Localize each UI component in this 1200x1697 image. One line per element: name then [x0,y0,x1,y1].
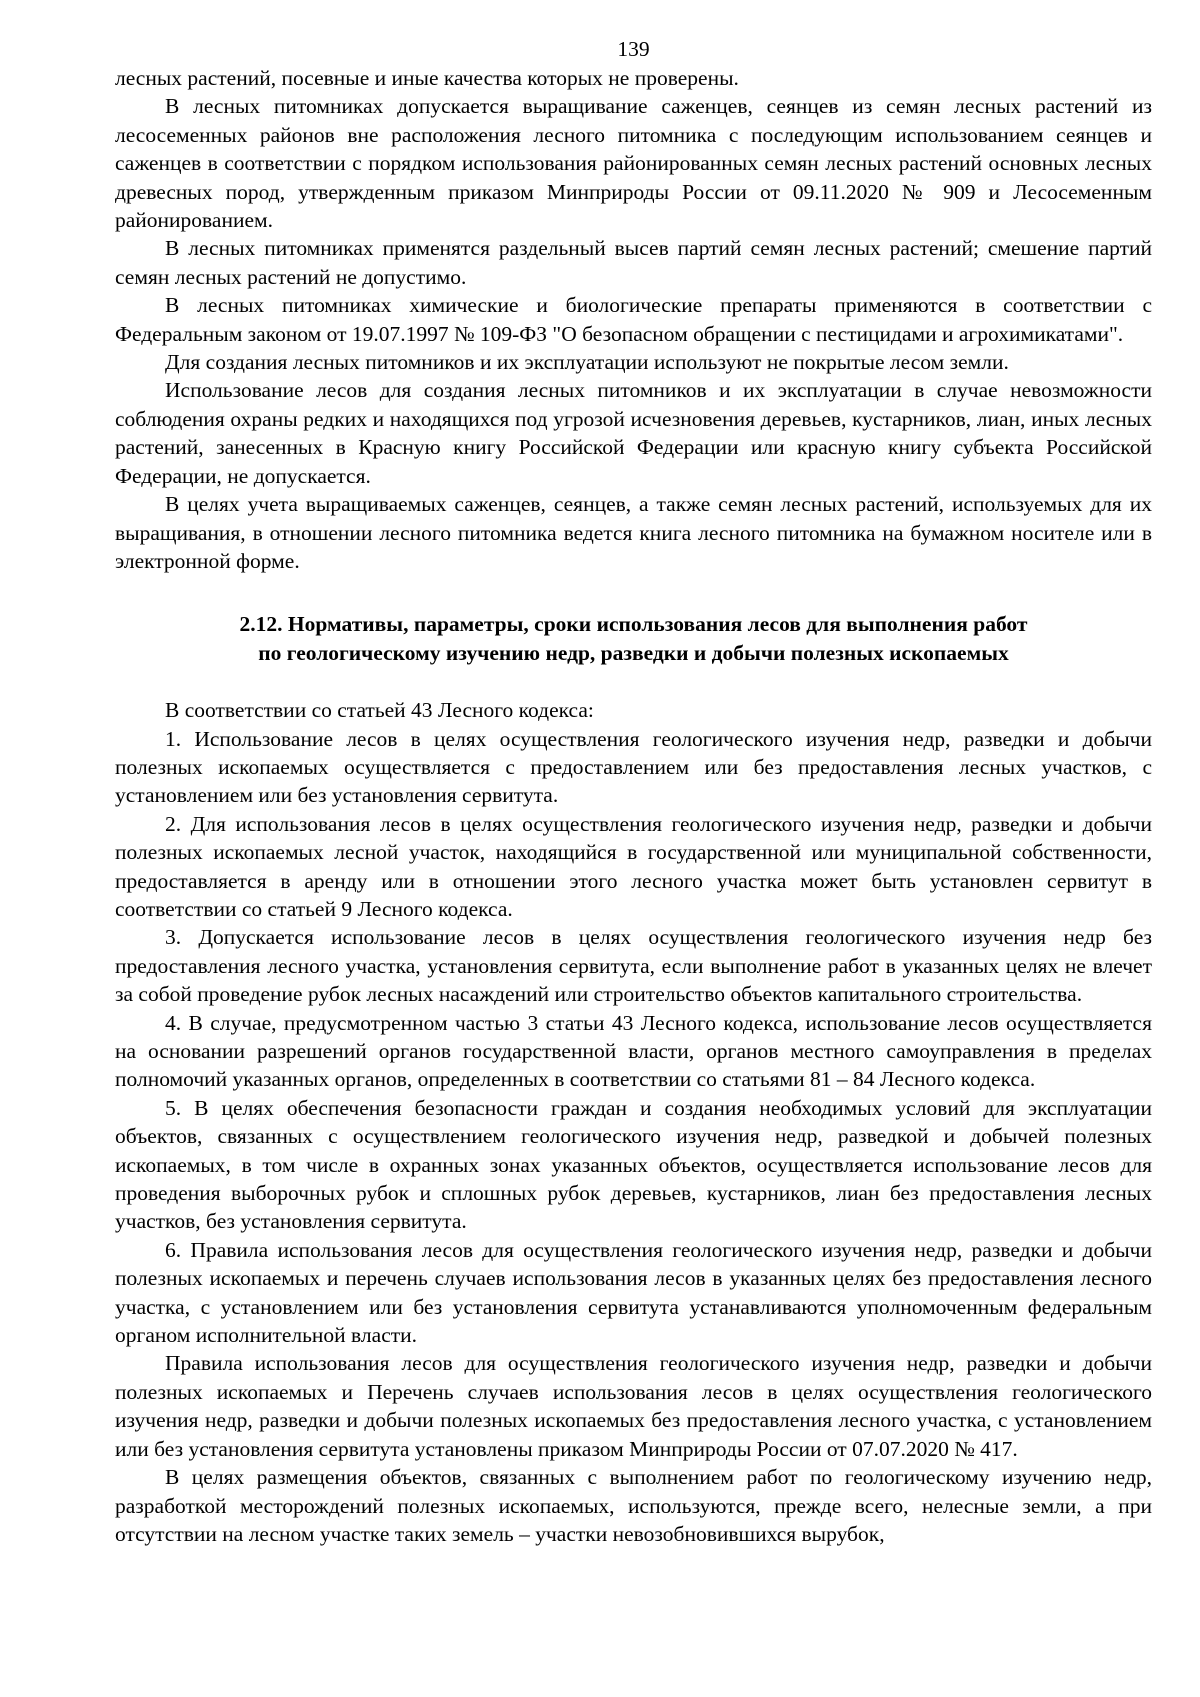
paragraph-article-43-intro: В соответствии со статьей 43 Лесного кодекса: [165,698,594,723]
section-heading-line-1: 2.12. Нормативы, параметры, сроки использования лесов для выполнения работ [239,612,1028,637]
paragraph-item-6: 6. Правила использования лесов для осуществления геологического изучения недр, разведки и добычи полезных ископаемых и перечень случаев использования лесов в указанных целях без предоставления лесного участка, с установлением или без установления сервитута устанавливаются уполномоченным федеральным органом исполнительной власти. [115,1237,1152,1348]
page-number: 139 [617,37,650,61]
paragraphs-before-heading [115,64,1152,575]
paragraph-placement-of-objects: В целях размещения объектов, связанных с выполнением работ по геологическому изучению недр, разработкой месторождений полезных ископаемых, используются, прежде всего, нелесные земли, а при отсутствии на лесном участке таких земель – участки невозобновившихся вырубок, [115,1465,1152,1546]
paragraphs-after-heading [115,696,1152,1548]
section-heading [115,610,1152,667]
paragraph-chemicals: В лесных питомниках химические и биологические препараты применяются в соответствии с Федеральным законом от 19.07.1997 № 109-ФЗ "О безопасном обращении с пестицидами и агрохимикатами". [115,293,1152,346]
section-heading-line-2: по геологическому изучению недр, разведки и добычи полезных ископаемых [258,640,1009,665]
paragraph-continuation: лесных растений, посевные и иные качества которых не проверены. [115,66,739,90]
paragraph-item-5: 5. В целях обеспечения безопасности граждан и создания необходимых условий для эксплуатации объектов, связанных с осуществлением геологического изучения недр, разведкой и добычей полезных ископаемых, в том числе в охранных зонах указанных объектов, осуществляется использование лесов для проведения выборочных рубок и сплошных рубок деревьев, кустарников, лиан без предоставления лесных участков, без установления сервитута. [115,1095,1152,1234]
paragraph-item-1: 1. Использование лесов в целях осуществления геологического изучения недр, разведки и добычи полезных ископаемых осуществляется с предоставлением или без предоставления лесных участков, с установлением или без установления сервитута. [115,726,1152,808]
paragraph-item-2: 2. Для использования лесов в целях осуществления геологического изучения недр, разведки и добычи полезных ископаемых лесной участок, находящийся в государственной или муниципальной собственности, предоставляется в аренду или в отношении этого лесного участка может быть установлен сервитут в соответствии со статьей 9 Лесного кодекса. [115,811,1152,921]
paragraph-separate-sowing: В лесных питомниках применятся раздельный высев партий семян лесных растений; смешение партий семян лесных растений не допустимо. [115,236,1152,289]
paragraph-nursery-book: В целях учета выращиваемых саженцев, сеянцев, а также семян лесных растений, используемых для их выращивания, в отношении лесного питомника ведется книга лесного питомника на бумажном носителе или в электронной форме. [115,492,1152,573]
paragraph-item-4: 4. В случае, предусмотренном частью 3 статьи 43 Лесного кодекса, использование лесов осуществляется на основании разрешений органов государственной власти, органов местного самоуправления в пределах полномочий указанных органов, определенных в соответствии со статьями 81 – 84 Лесного кодекса. [115,1010,1152,1092]
document-page [115,36,1152,1548]
paragraph-land-use: Для создания лесных питомников и их эксплуатации используют не покрытые лесом земли. [165,350,1009,375]
paragraph-red-book: Использование лесов для создания лесных питомников и их эксплуатации в случае невозможности соблюдения охраны редких и находящихся под угрозой исчезновения деревьев, кустарников, лиан, иных лесных растений, занесенных в Красную книгу Российской Федерации или красную книгу субъекта Российской Федерации, не допускается. [115,378,1152,488]
paragraph-item-3: 3. Допускается использование лесов в целях осуществления геологического изучения недр без предоставления лесного участка, установления сервитута, если выполнение работ в указанных целях не влечет за собой проведение рубок лесных насаждений или строительство объектов капитального строительства. [115,925,1152,1007]
paragraph-seedlings-growing: В лесных питомниках допускается выращивание саженцев, сеянцев из семян лесных растений из лесосеменных районов вне расположения лесного питомника с последующим использованием сеянцев и саженцев в соответствии с порядком использования районированных семян лесных растений основных лесных древесных пород, утвержденным приказом Минприроды России от 09.11.2020 № 909 и Лесосеменным районированием. [115,94,1152,233]
paragraph-order-417: Правила использования лесов для осуществления геологического изучения недр, разведки и добычи полезных ископаемых и Перечень случаев использования лесов в целях осуществления геологического изучения недр, разведки и добычи полезных ископаемых без предоставления лесного участка, с установлением или без установления сервитута установлены приказом Минприроды России от 07.07.2020 № 417. [115,1351,1152,1461]
